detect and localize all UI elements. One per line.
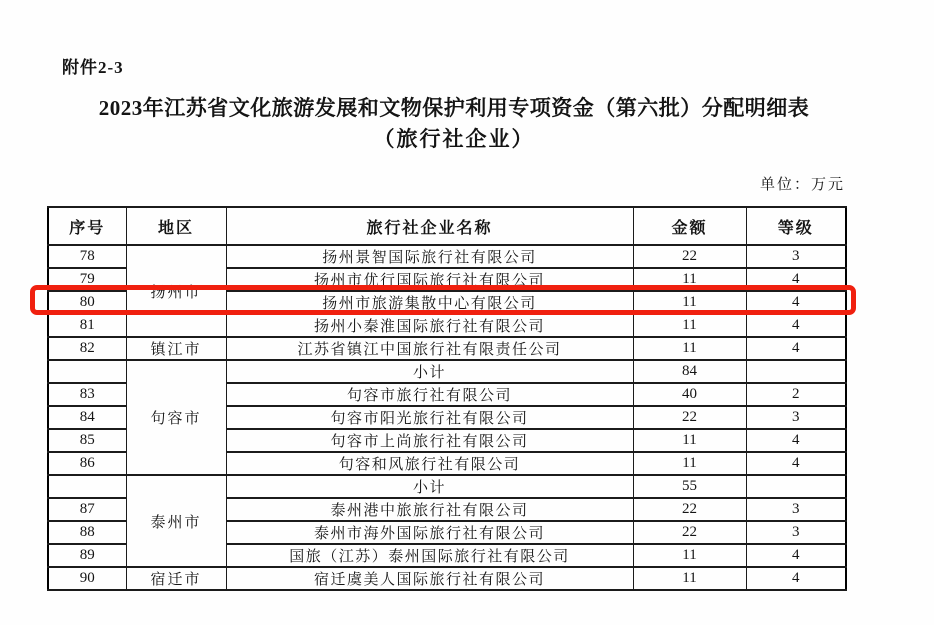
cell-amount: 11	[633, 291, 746, 314]
allocation-table	[47, 206, 847, 591]
cell-seq: 86	[48, 452, 126, 475]
cell-seq: 80	[48, 291, 126, 314]
cell-name: 句容市上尚旅行社有限公司	[226, 429, 633, 452]
cell-name: 宿迁虞美人国际旅行社有限公司	[226, 567, 633, 590]
cell-name: 句容和风旅行社有限公司	[226, 452, 633, 475]
cell-amount: 22	[633, 245, 746, 268]
cell-amount: 22	[633, 498, 746, 521]
header-seq: 序号	[48, 207, 126, 245]
cell-seq: 90	[48, 567, 126, 590]
cell-seq: 82	[48, 337, 126, 360]
cell-seq: 85	[48, 429, 126, 452]
cell-amount: 11	[633, 544, 746, 567]
cell-grade: 4	[746, 314, 846, 337]
cell-seq: 78	[48, 245, 126, 268]
table-row-subtotal	[48, 475, 846, 498]
cell-seq: 83	[48, 383, 126, 406]
cell-grade: 2	[746, 383, 846, 406]
cell-name: 小计	[226, 360, 633, 383]
cell-grade	[746, 475, 846, 498]
attachment-label: 附件2-3	[62, 58, 124, 77]
cell-region: 扬州市	[126, 245, 226, 337]
table-row	[48, 245, 846, 268]
cell-name: 国旅（江苏）泰州国际旅行社有限公司	[226, 544, 633, 567]
cell-name: 江苏省镇江中国旅行社有限责任公司	[226, 337, 633, 360]
cell-amount: 40	[633, 383, 746, 406]
cell-grade	[746, 360, 846, 383]
cell-grade: 3	[746, 245, 846, 268]
cell-grade: 4	[746, 452, 846, 475]
header-region: 地区	[126, 207, 226, 245]
cell-amount: 22	[633, 521, 746, 544]
cell-amount: 84	[633, 360, 746, 383]
cell-region: 句容市	[126, 360, 226, 475]
cell-grade: 4	[746, 291, 846, 314]
table-row	[48, 567, 846, 590]
cell-name: 扬州市旅游集散中心有限公司	[226, 291, 633, 314]
cell-grade: 4	[746, 429, 846, 452]
cell-grade: 4	[746, 268, 846, 291]
cell-seq: 81	[48, 314, 126, 337]
cell-name: 小计	[226, 475, 633, 498]
cell-amount: 11	[633, 268, 746, 291]
cell-name: 扬州市优行国际旅行社有限公司	[226, 268, 633, 291]
header-grade: 等级	[746, 207, 846, 245]
table-header-row	[48, 207, 846, 245]
cell-grade: 3	[746, 498, 846, 521]
cell-amount: 55	[633, 475, 746, 498]
unit-note: 单位：万元	[759, 177, 845, 193]
cell-grade: 3	[746, 521, 846, 544]
cell-name: 泰州港中旅旅行社有限公司	[226, 498, 633, 521]
table-row	[48, 337, 846, 360]
header-name: 旅行社企业名称	[226, 207, 633, 245]
cell-amount: 11	[633, 337, 746, 360]
cell-name: 句容市旅行社有限公司	[226, 383, 633, 406]
cell-amount: 22	[633, 406, 746, 429]
cell-amount: 11	[633, 429, 746, 452]
document-title: 2023年江苏省文化旅游发展和文物保护利用专项资金（第六批）分配明细表	[98, 96, 810, 120]
cell-grade: 4	[746, 567, 846, 590]
cell-region: 镇江市	[126, 337, 226, 360]
cell-seq: 88	[48, 521, 126, 544]
cell-amount: 11	[633, 567, 746, 590]
cell-seq: 87	[48, 498, 126, 521]
cell-seq	[48, 475, 126, 498]
cell-seq: 84	[48, 406, 126, 429]
cell-grade: 3	[746, 406, 846, 429]
cell-seq: 79	[48, 268, 126, 291]
header-amount: 金额	[633, 207, 746, 245]
cell-region: 泰州市	[126, 475, 226, 567]
table-row-subtotal	[48, 360, 846, 383]
cell-grade: 4	[746, 544, 846, 567]
cell-region: 宿迁市	[126, 567, 226, 590]
cell-name: 泰州市海外国际旅行社有限公司	[226, 521, 633, 544]
document-subtitle: （旅行社企业）	[373, 127, 535, 151]
cell-name: 句容市阳光旅行社有限公司	[226, 406, 633, 429]
cell-grade: 4	[746, 337, 846, 360]
cell-seq	[48, 360, 126, 383]
cell-amount: 11	[633, 452, 746, 475]
cell-name: 扬州小秦淮国际旅行社有限公司	[226, 314, 633, 337]
cell-name: 扬州景智国际旅行社有限公司	[226, 245, 633, 268]
cell-seq: 89	[48, 544, 126, 567]
document-title-block	[0, 93, 908, 155]
cell-amount: 11	[633, 314, 746, 337]
